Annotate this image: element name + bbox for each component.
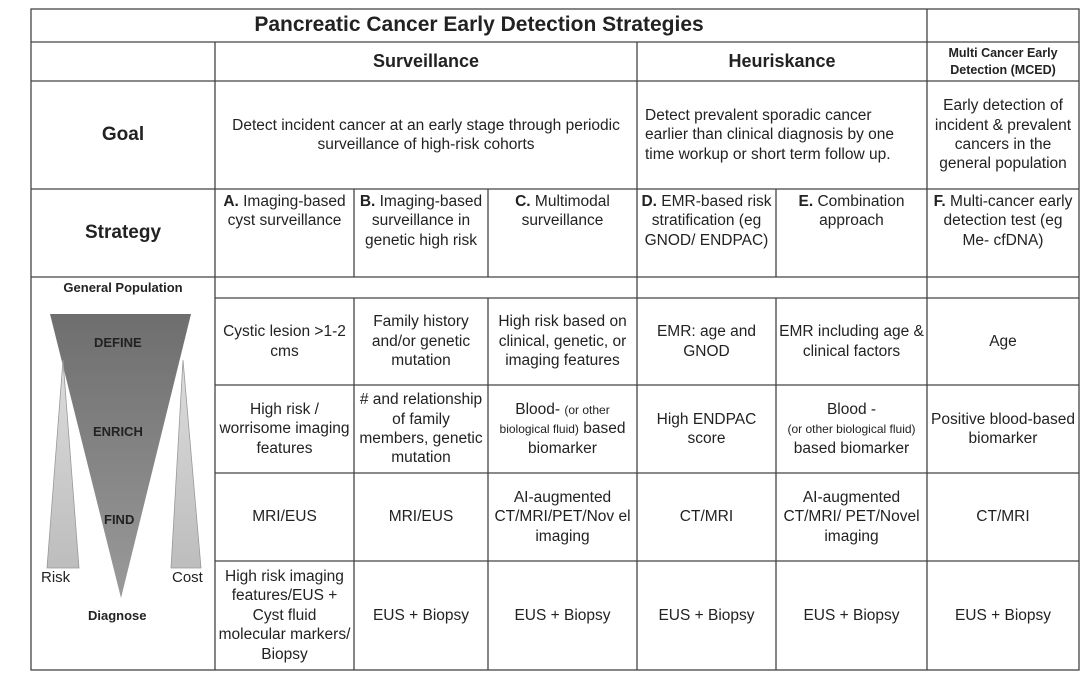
- find-cell: CT/MRI: [679, 508, 734, 526]
- diagnose-label: Diagnose: [88, 608, 147, 623]
- diagnose-cell: EUS + Biopsy: [954, 606, 1052, 624]
- define-label: DEFINE: [94, 335, 142, 350]
- goal-heuriskance: Detect prevalent sporadic cancer earlier than clinical diagnosis by one time workup or short term follow up.: [645, 106, 895, 163]
- enrich-post: based biomarker: [793, 439, 910, 457]
- find-cell: MRI/EUS: [388, 508, 454, 526]
- enrich-post: based biomarker: [528, 420, 626, 457]
- strategy-letter: B.: [359, 193, 376, 210]
- header-heuriskance: Heuriskance: [728, 51, 836, 72]
- strategy-letter: D.: [641, 193, 657, 210]
- strategy-c: [488, 189, 637, 277]
- risk-label: Risk: [41, 569, 71, 586]
- enrich-cell: High ENDPAC score: [656, 410, 757, 447]
- diagnose-cell: EUS + Biopsy: [372, 606, 470, 624]
- define-cell: High risk based on clinical, genetic, or imaging features: [498, 313, 627, 370]
- enrich-note: (or other biological fluid): [499, 402, 610, 437]
- diagnose-cell: EUS + Biopsy: [514, 606, 611, 624]
- find-cell: MRI/EUS: [252, 508, 317, 526]
- general-population-label: General Population: [63, 279, 183, 295]
- goal-label: Goal: [101, 124, 145, 146]
- enrich-pre: Blood-: [515, 400, 561, 418]
- define-cell: Cystic lesion >1-2 cms: [223, 323, 346, 360]
- enrich-note: (or other biological fluid): [787, 422, 916, 437]
- enrich-cell: High risk / worrisome imaging features: [219, 400, 350, 457]
- cost-label: Cost: [172, 569, 203, 586]
- strategy-text: Combination approach: [817, 193, 905, 230]
- header-surveillance: Surveillance: [372, 51, 480, 72]
- strategy-e: [776, 189, 927, 277]
- define-cell: Age: [989, 332, 1017, 350]
- strategy-b: [354, 189, 488, 277]
- goal-mced: Early detection of incident & prevalent cancers in the general population: [934, 97, 1072, 173]
- enrich-pre: Blood -: [826, 400, 877, 418]
- header-mced: Multi Cancer Early Detection (MCED): [948, 46, 1058, 77]
- strategy-f: [927, 189, 1079, 277]
- cost-triangle: [171, 360, 201, 568]
- strategy-letter: F.: [933, 193, 946, 210]
- strategy-text: Imaging-based cyst surveillance: [227, 193, 346, 230]
- enrich-cell: Positive blood-based biomarker: [931, 410, 1075, 447]
- define-cell: EMR including age & clinical factors: [779, 323, 924, 360]
- strategy-text: Multi-cancer early detection test (eg Me- cfDNA): [943, 193, 1073, 249]
- strategy-label: Strategy: [84, 222, 162, 244]
- strategy-text: Multimodal surveillance: [521, 193, 610, 230]
- strategy-text: EMR-based risk stratification (eg GNOD/ ENDPAC): [644, 193, 772, 249]
- find-cell: CT/MRI: [976, 508, 1030, 526]
- goal-surveillance: Detect incident cancer at an early stage through periodic surveillance of high-risk cohorts: [232, 116, 620, 153]
- strategy-letter: A.: [223, 193, 239, 210]
- diagnose-cell: EUS + Biopsy: [803, 606, 900, 624]
- diagnose-cell: EUS + Biopsy: [658, 606, 755, 624]
- enrich-cell: # and relationship of family members, genetic mutation: [359, 391, 483, 467]
- strategy-d: [637, 189, 776, 277]
- find-cell: AI-augmented CT/MRI/PET/Nov el imaging: [494, 488, 631, 545]
- define-cell: Family history and/or genetic mutation: [371, 313, 471, 370]
- define-cell: EMR: age and GNOD: [656, 323, 757, 360]
- enrich-cell: [488, 385, 637, 473]
- table-title: Pancreatic Cancer Early Detection Strategies: [254, 13, 704, 37]
- diagnose-cell: High risk imaging features/EUS + Cyst fluid molecular markers/ Biopsy: [218, 568, 351, 663]
- strategy-a: [215, 189, 354, 277]
- enrich-cell: [776, 385, 927, 473]
- enrich-label: ENRICH: [93, 424, 143, 439]
- strategy-letter: E.: [798, 193, 814, 210]
- strategy-letter: C.: [515, 193, 531, 210]
- find-label: FIND: [104, 512, 135, 527]
- strategy-text: Imaging-based surveillance in genetic high risk: [364, 193, 483, 249]
- find-cell: AI-augmented CT/MRI/ PET/Novel imaging: [783, 488, 920, 545]
